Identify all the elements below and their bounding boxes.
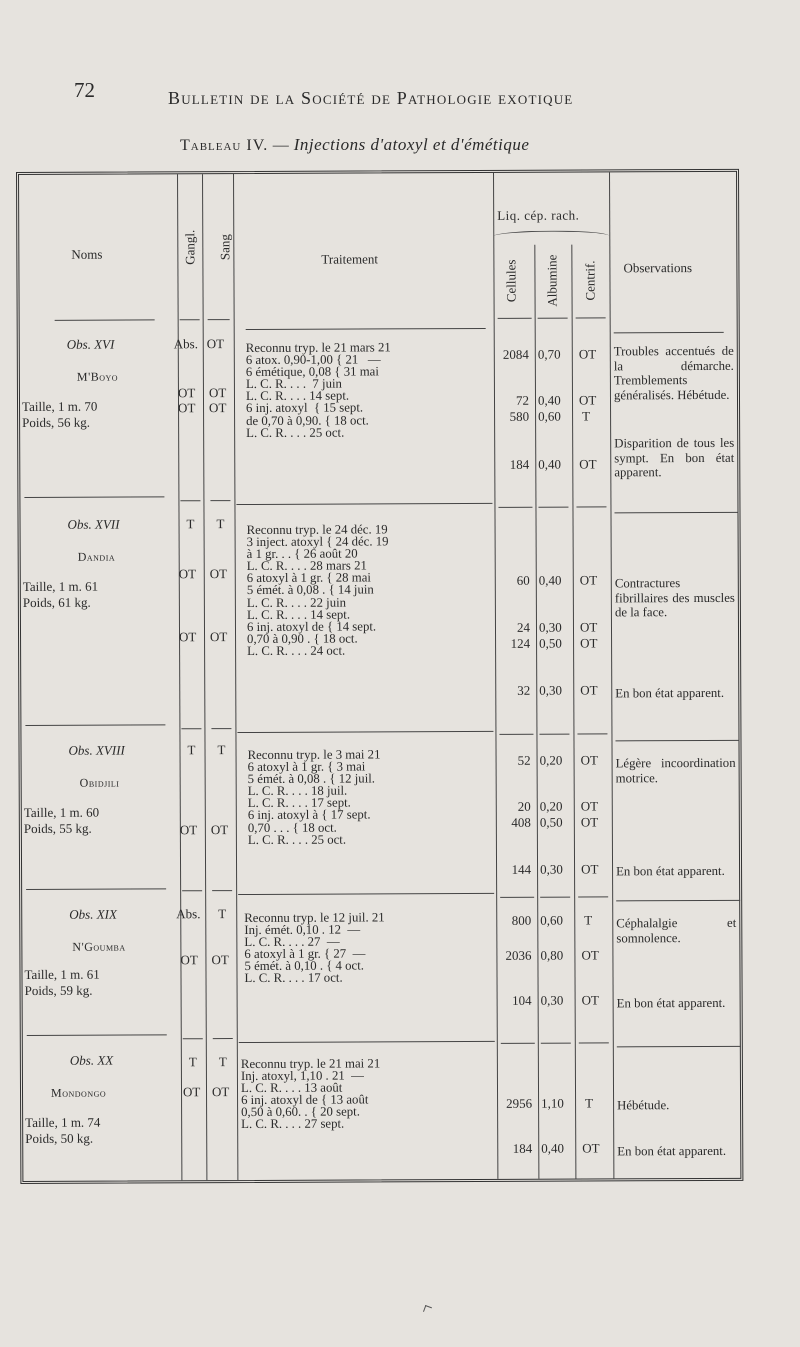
table-label: Tableau IV. — [180, 137, 269, 154]
albumine-value: 0,40 — [541, 1140, 565, 1156]
albumine-value: 0,50 — [539, 635, 562, 651]
centrif-value: T — [584, 912, 593, 928]
sang-value: OT — [209, 566, 228, 582]
cellules-value: 2036 — [505, 947, 532, 963]
albumine-value: 0,30 — [540, 992, 564, 1008]
header-traitement: Traitement — [321, 251, 378, 267]
patient-name: Obidjili — [79, 775, 120, 790]
albumine-value: 1,10 — [541, 1095, 564, 1111]
obs-label: Obs. XVI — [66, 336, 115, 352]
cellules-value: 72 — [515, 392, 530, 408]
cellules-value: 20 — [517, 798, 531, 814]
cellules-value: 52 — [517, 752, 531, 768]
gangl-value: OT — [177, 400, 196, 416]
header-noms: Noms — [71, 246, 103, 262]
centrif-value: OT — [581, 861, 599, 877]
cellules-value: 408 — [511, 814, 531, 830]
obs-label: Obs. XVIII — [68, 742, 125, 758]
centrif-value: OT — [579, 456, 597, 472]
albumine-value: 0,70 — [537, 346, 561, 362]
patient-poids: Poids, 59 kg. — [24, 982, 93, 998]
header-albumine: Albumine — [544, 254, 560, 307]
centrif-value: OT — [578, 392, 597, 408]
header-observations: Observations — [623, 260, 693, 276]
patient-taille: Taille, 1 m. 61 — [22, 578, 99, 594]
sang-value: T — [218, 906, 227, 922]
centrif-value: OT — [580, 635, 598, 651]
patient-name: Dandia — [77, 549, 116, 564]
sang-value: OT — [209, 629, 228, 645]
patient-poids: Poids, 56 kg. — [22, 414, 91, 430]
sang-value: OT — [206, 336, 225, 352]
traitement-text: Reconnu tryp. le 21 mars 21 6 atox. 0,90-1,00 { 21 — 6 émétique, 0,08 { 31 mai L. C. R. . . . 7 juin L. C. R. . . . 14 sept. 6 inj. atoxyl { 15 sept. de 0,70 à 0,90. { 18 oct. L. C. R. . . . 25 oct. — [245, 340, 391, 440]
gangl-value: OT — [177, 385, 196, 401]
observation-text: Céphalalgie et somnolence. — [616, 915, 737, 945]
albumine-value: 0,40 — [538, 456, 562, 472]
observation-text: En bon état apparent. — [616, 863, 725, 879]
patient-poids: Poids, 61 kg. — [22, 594, 91, 610]
patient-poids: Poids, 50 kg. — [25, 1130, 94, 1146]
patient-poids: Poids, 55 kg. — [23, 820, 92, 836]
patient-taille: Taille, 1 m. 61 — [24, 966, 100, 982]
cellules-value: 184 — [512, 1140, 533, 1156]
albumine-value: 0,20 — [539, 798, 563, 814]
obs-label: Obs. XIX — [69, 906, 117, 922]
header-sang: Sang — [217, 234, 233, 261]
sang-value: OT — [210, 822, 229, 838]
patient-name: N'Goumba — [72, 939, 126, 954]
gangl-value: OT — [180, 952, 198, 968]
albumine-value: 0,60 — [540, 912, 564, 928]
table-caption: Injections d'atoxyl et d'émétique — [293, 135, 530, 154]
sang-value: OT — [211, 1084, 230, 1100]
observation-text: Contractures fibrillaires des muscles de la face. — [614, 576, 735, 620]
patient-name: M'Boyo — [76, 369, 119, 384]
albumine-value: 0,60 — [538, 408, 561, 424]
observation-text: Disparition de tous les sympt. En bon état apparent. — [614, 435, 735, 480]
patient-taille: Taille, 1 m. 70 — [21, 398, 98, 414]
albumine-value: 0,30 — [538, 619, 562, 635]
patient-name: Mondongo — [50, 1085, 107, 1100]
traitement-text: Reconnu tryp. le 21 mai 21 Inj. atoxyl, 1,10 . 21 — L. C. R. . . . 13 août 6 inj. atoxyl de { 13 août 0,50 à 0,60. . { 20 sept. L. C. R. . . . 27 sept. — [240, 1056, 381, 1132]
cellules-value: 32 — [517, 682, 531, 698]
observation-text: En bon état apparent. — [617, 1143, 727, 1159]
sang-value: OT — [208, 400, 227, 416]
centrif-value: T — [585, 1095, 594, 1111]
albumine-value: 0,80 — [540, 947, 564, 963]
observation-text: Hébétude. — [617, 1098, 670, 1113]
albumine-value: 0,40 — [538, 572, 562, 588]
data-table — [16, 169, 743, 1184]
albumine-value: 0,20 — [539, 752, 563, 768]
cellules-value: 104 — [512, 992, 532, 1008]
gangl-value: T — [188, 1054, 197, 1070]
gangl-value: OT — [179, 822, 198, 838]
centrif-value: OT — [581, 947, 599, 963]
running-head: Bulletin de la Société de Pathologie exotique — [168, 88, 574, 108]
patient-taille: Taille, 1 m. 74 — [25, 1114, 101, 1130]
centrif-value: OT — [579, 572, 598, 588]
traitement-text: Reconnu tryp. le 24 déc. 19 3 inject. atoxyl { 24 déc. 19 à 1 gr. . . { 26 août 20 L. C. R. . . . 28 mars 21 6 atoxyl à 1 gr. { 28 mai 5 émét. à 0,08 . { 14 juin L. C. R. . . . 22 juin L. C. R. . . . 14 sept. 6 inj. atoxyl de { 14 sept. 0,70 à 0,90 . { 18 oct. L. C. R. . . . 24 oct. — [246, 522, 389, 658]
cellules-value: 24 — [516, 619, 531, 635]
cellules-value: 2084 — [502, 346, 529, 362]
obs-label: Obs. XVII — [67, 516, 120, 532]
page-number: 72 — [74, 78, 95, 102]
gangl-value: OT — [182, 1084, 201, 1100]
table-dash: — — [268, 137, 294, 154]
albumine-value: 0,30 — [539, 682, 563, 698]
observation-text: Légère incoordination motrice. — [615, 755, 736, 785]
patient-taille: Taille, 1 m. 60 — [23, 804, 100, 820]
stray-mark — [423, 1305, 432, 1314]
centrif-value: OT — [580, 682, 598, 698]
centrif-value: T — [582, 408, 591, 424]
header-liq: Liq. cép. rach. — [497, 207, 580, 223]
sang-value: OT — [211, 952, 229, 968]
gangl-value: Abs. — [173, 336, 198, 352]
cellules-value: 2956 — [506, 1095, 533, 1111]
gangl-value: T — [186, 516, 195, 532]
centrif-value: OT — [581, 992, 599, 1008]
gangl-value: Abs. — [176, 906, 201, 922]
centrif-value: OT — [580, 814, 599, 830]
header-centrif: Centrif. — [582, 260, 598, 301]
observation-text: En bon état apparent. — [615, 685, 725, 701]
sang-value: T — [217, 742, 226, 758]
centrif-value: OT — [580, 798, 599, 814]
obs-label: Obs. XX — [69, 1052, 114, 1068]
cellules-value: 124 — [510, 635, 531, 651]
table-title — [180, 135, 529, 155]
sang-value: OT — [208, 385, 227, 401]
sang-value: T — [218, 1054, 227, 1070]
albumine-value: 0,50 — [539, 814, 563, 830]
traitement-text: Reconnu tryp. le 3 mai 21 6 atoxyl à 1 gr. { 3 mai 5 émét. à 0,08 . { 12 juil. L. C. R. . . . 18 juil. L. C. R. . . . 17 sept. 6 inj. atoxyl à { 17 sept. 0,70 . . . { 18 oct. L. C. R. . . . 25 oct. — [247, 747, 381, 847]
observation-text: En bon état apparent. — [616, 995, 726, 1011]
centrif-value: OT — [578, 346, 597, 362]
cellules-value: 184 — [509, 456, 530, 472]
centrif-value: OT — [582, 1140, 600, 1156]
cellules-value: 580 — [509, 408, 530, 424]
cellules-value: 60 — [516, 572, 530, 588]
cellules-value: 800 — [511, 912, 532, 928]
centrif-value: OT — [580, 752, 598, 768]
centrif-value: OT — [579, 619, 598, 635]
cellules-value: 144 — [511, 861, 532, 877]
gangl-value: OT — [178, 629, 197, 645]
traitement-text: Reconnu tryp. le 12 juil. 21 Inj. émét. 0,10 . 12 — L. C. R. . . . 27 — 6 atoxyl à 1 gr. { 27 — 5 émét. à 0,10 . { 4 oct. L. C. R. . . . 17 oct. — [244, 910, 385, 986]
gangl-value: OT — [178, 566, 197, 582]
albumine-value: 0,40 — [537, 392, 561, 408]
header-gangl: Gangl. — [182, 229, 198, 265]
gangl-value: T — [187, 742, 196, 758]
header-cellules: Cellules — [503, 259, 519, 303]
sang-value: T — [216, 516, 225, 532]
albumine-value: 0,30 — [540, 861, 563, 877]
observation-text: Troubles accentués de la démarche. Tremblements généralisés. Hébétude. — [613, 343, 734, 402]
